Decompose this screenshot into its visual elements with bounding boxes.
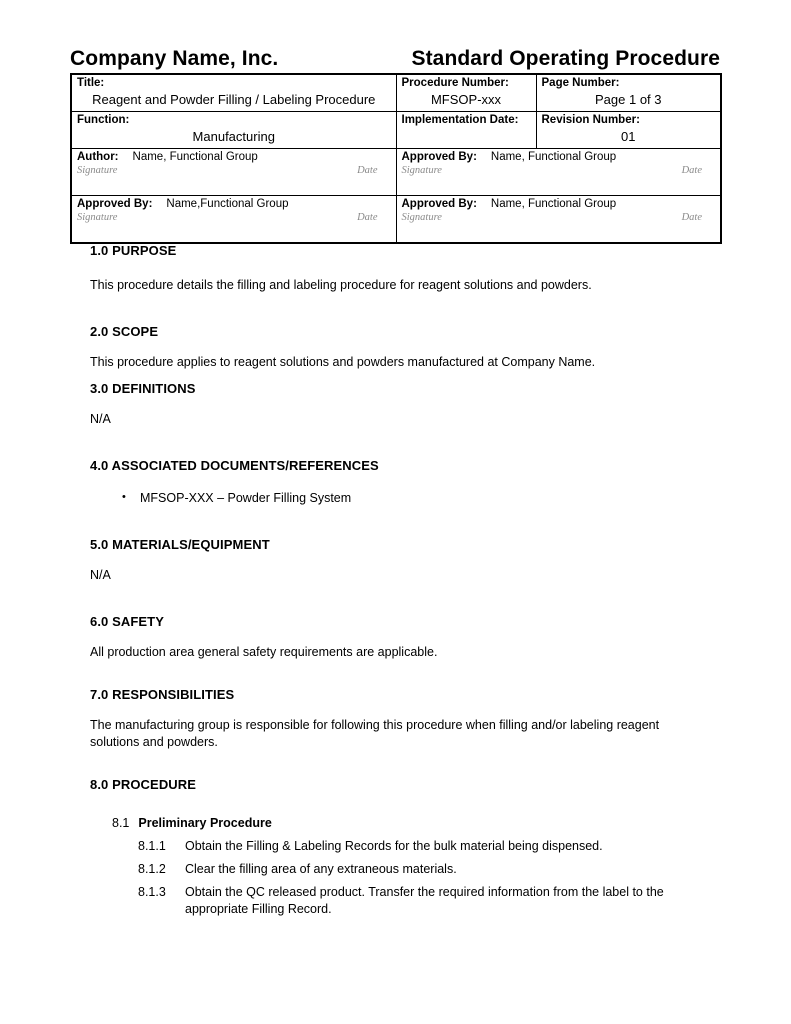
cell-function bbox=[71, 112, 396, 149]
table-row-title bbox=[71, 74, 721, 112]
section-heading-materials: 5.0 MATERIALS/EQUIPMENT bbox=[90, 537, 270, 552]
revision-number-label: Revision Number: bbox=[541, 114, 640, 126]
table-row-signatures-1 bbox=[71, 149, 721, 196]
function-value: Manufacturing bbox=[192, 129, 275, 144]
procedure-number-label: Procedure Number: bbox=[401, 77, 509, 89]
implementation-date-label: Implementation Date: bbox=[401, 114, 519, 126]
approver-2-name: Name,Functional Group bbox=[166, 198, 289, 210]
section-body-definitions: N/A bbox=[90, 412, 111, 426]
subsection-title: Preliminary Procedure bbox=[138, 816, 272, 830]
section-responsibilities bbox=[0, 687, 791, 751]
approver-3-role-label: Approved By: bbox=[401, 198, 477, 210]
section-body-materials: N/A bbox=[90, 568, 111, 582]
step-number: 8.1.2 bbox=[138, 862, 166, 876]
subsection-heading-preliminary-procedure bbox=[112, 815, 791, 832]
approver-1-name: Name, Functional Group bbox=[490, 151, 617, 163]
section-safety bbox=[0, 614, 791, 661]
cell-approver-2-signature bbox=[71, 196, 396, 244]
section-definitions bbox=[0, 381, 791, 428]
cell-page-number bbox=[536, 74, 721, 112]
section-purpose bbox=[0, 243, 791, 294]
revision-number-value: 01 bbox=[621, 129, 636, 144]
date-word: Date bbox=[357, 165, 378, 176]
masthead bbox=[70, 44, 720, 70]
author-role-label: Author: bbox=[77, 151, 119, 163]
list-item bbox=[138, 861, 791, 878]
author-name: Name, Functional Group bbox=[132, 151, 258, 163]
cell-approver-1-signature bbox=[396, 149, 721, 196]
date-word: Date bbox=[357, 212, 378, 223]
procedure-number-value: MFSOP-xxx bbox=[430, 92, 502, 107]
signature-word: Signature bbox=[77, 212, 118, 223]
cell-procedure-number bbox=[396, 74, 536, 112]
page-number-value: Page 1 of 3 bbox=[595, 92, 662, 107]
date-word: Date bbox=[681, 165, 702, 176]
company-name: Company Name, Inc. bbox=[70, 47, 279, 70]
associated-documents-list bbox=[122, 490, 791, 507]
cell-approver-3-signature bbox=[396, 196, 721, 244]
signature-word: Signature bbox=[77, 165, 118, 176]
list-item bbox=[138, 884, 791, 918]
page-number-label: Page Number: bbox=[541, 77, 620, 89]
cell-revision-number bbox=[536, 112, 721, 149]
table-row-function bbox=[71, 112, 721, 149]
table-row-signatures-2 bbox=[71, 196, 721, 244]
section-procedure bbox=[0, 777, 791, 918]
list-item bbox=[138, 838, 791, 855]
section-heading-associated-documents: 4.0 ASSOCIATED DOCUMENTS/REFERENCES bbox=[90, 458, 379, 473]
signature-word: Signature bbox=[401, 212, 442, 223]
cell-author-signature bbox=[71, 149, 396, 196]
document-header-table bbox=[70, 73, 722, 244]
title-value: Reagent and Powder Filling / Labeling Procedure bbox=[92, 92, 376, 107]
title-label: Title: bbox=[77, 77, 105, 89]
document-body bbox=[0, 243, 791, 918]
approver-2-role-label: Approved By: bbox=[77, 198, 153, 210]
step-number: 8.1.3 bbox=[138, 885, 166, 899]
section-heading-definitions: 3.0 DEFINITIONS bbox=[90, 381, 196, 396]
section-materials bbox=[0, 537, 791, 584]
cell-implementation-date bbox=[396, 112, 536, 149]
step-text: Obtain the Filling & Labeling Records for the bulk material being dispensed. bbox=[185, 839, 603, 853]
step-text: Clear the filling area of any extraneous materials. bbox=[185, 862, 457, 876]
step-text: Obtain the QC released product. Transfer the required information from the label to the appropriate Filling Record. bbox=[185, 885, 664, 916]
section-heading-procedure: 8.0 PROCEDURE bbox=[90, 777, 197, 792]
section-heading-purpose: 1.0 PURPOSE bbox=[90, 243, 177, 258]
signature-word: Signature bbox=[401, 165, 442, 176]
section-scope bbox=[0, 324, 791, 371]
step-number: 8.1.1 bbox=[138, 839, 166, 853]
list-item: • MFSOP-XXX – Powder Filling System bbox=[122, 490, 791, 507]
cell-title bbox=[71, 74, 396, 112]
approver-1-role-label: Approved By: bbox=[401, 151, 477, 163]
section-body-scope: This procedure applies to reagent solutions and powders manufactured at Company Name. bbox=[90, 355, 596, 369]
function-label: Function: bbox=[77, 114, 130, 126]
section-body-safety: All production area general safety requirements are applicable. bbox=[90, 645, 438, 659]
document-type-title: Standard Operating Procedure bbox=[411, 47, 720, 70]
section-body-purpose: This procedure details the filling and labeling procedure for reagent solutions and powders. bbox=[90, 278, 592, 292]
approver-3-name: Name, Functional Group bbox=[490, 198, 617, 210]
section-body-responsibilities: The manufacturing group is responsible for following this procedure when filling and/or labeling reagent solutions and powders. bbox=[90, 718, 660, 749]
subsection-number: 8.1 bbox=[112, 816, 130, 830]
section-heading-responsibilities: 7.0 RESPONSIBILITIES bbox=[90, 687, 235, 702]
section-heading-safety: 6.0 SAFETY bbox=[90, 614, 164, 629]
date-word: Date bbox=[681, 212, 702, 223]
procedure-step-list bbox=[138, 838, 791, 918]
section-heading-scope: 2.0 SCOPE bbox=[90, 324, 159, 339]
section-associated-documents bbox=[0, 458, 791, 507]
